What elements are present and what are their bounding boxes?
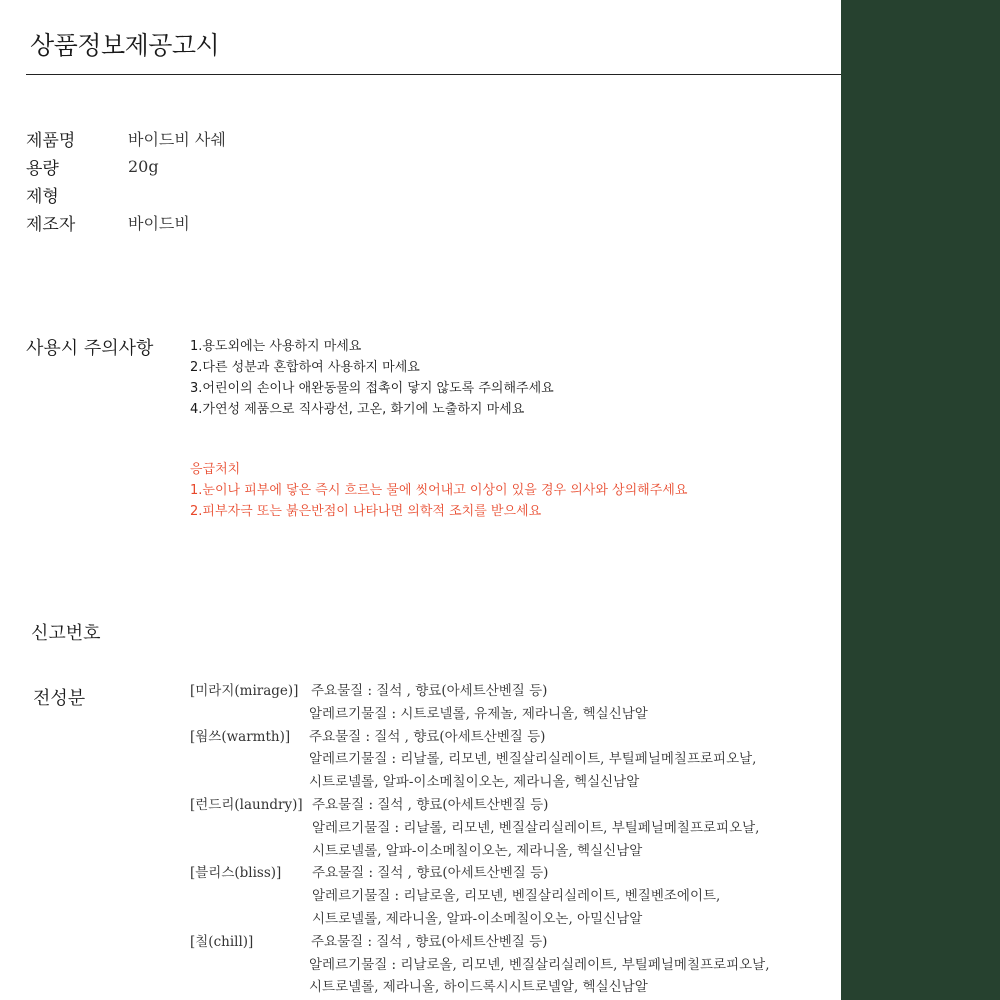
ingredient-main: 주요물질 : 질석 , 향료(아세트산벤질 등) bbox=[311, 933, 548, 950]
caution-item: 3.어린이의 손이나 애완동물의 접촉이 닿지 않도록 주의해주세요 bbox=[190, 381, 554, 396]
ingredient-name: [블리스(bliss)] bbox=[190, 865, 282, 882]
ingredient-allergen: 알레르기물질 : 리날롤, 리모넨, 벤질살리실레이트, 부틸페닐메칠프로피오날, bbox=[309, 751, 757, 768]
info-value: 20g bbox=[128, 156, 159, 176]
info-value: 바이드비 사쉐 bbox=[128, 129, 226, 149]
ingredient-main: 주요물질 : 질석 , 향료(아세트산벤질 등) bbox=[312, 865, 549, 882]
emergency-item: 1.눈이나 피부에 닿은 즉시 흐르는 물에 씻어내고 이상이 있을 경우 의사와 상의해주세요 bbox=[190, 483, 688, 498]
side-panel bbox=[841, 0, 1000, 1000]
info-row-manufacturer bbox=[26, 208, 226, 236]
ingredient-allergen: 시트로넬롤, 알파-이소메칠이오논, 제라니올, 헥실신남알 bbox=[312, 842, 643, 859]
ingredient-allergen: 알레르기물질 : 시트로넬롤, 유제놀, 제라니올, 헥실신남알 bbox=[309, 705, 648, 722]
title-divider bbox=[26, 74, 841, 75]
info-row-capacity bbox=[26, 152, 226, 180]
info-label: 제조자 bbox=[26, 214, 76, 235]
caution-item: 2.다른 성분과 혼합하여 사용하지 마세요 bbox=[190, 360, 420, 375]
ingredient-main: 주요물질 : 질석 , 향료(아세트산벤질 등) bbox=[312, 796, 549, 813]
info-label: 제형 bbox=[26, 186, 59, 207]
info-row-name bbox=[26, 124, 226, 152]
ingredient-allergen: 알레르기물질 : 리날로올, 리모넨, 벤질살리실레이트, 벤질벤조에이트, bbox=[312, 888, 721, 905]
page-title: 상품정보제공고시 bbox=[30, 31, 220, 60]
ingredient-allergen: 알레르기물질 : 리날롤, 리모넨, 벤질살리실레이트, 부틸페닐메칠프로피오날, bbox=[312, 819, 760, 836]
caution-list bbox=[190, 336, 554, 420]
ingredient-name: [미라지(mirage)] bbox=[190, 683, 299, 699]
report-number-label: 신고번호 bbox=[31, 623, 101, 644]
ingredient-main: 주요물질 : 질석 , 향료(아세트산벤질 등) bbox=[309, 728, 546, 745]
ingredient-allergen: 시트로넬롤, 제라니올, 하이드록시시트로넬알, 헥실신남알 bbox=[309, 979, 648, 996]
info-value: 바이드비 bbox=[128, 213, 190, 233]
product-info bbox=[26, 124, 226, 236]
caution-item: 4.가연성 제품으로 직사광선, 고온, 화기에 노출하지 마세요 bbox=[190, 402, 525, 417]
caution-label: 사용시 주의사항 bbox=[26, 338, 154, 359]
emergency-item: 2.피부자극 또는 붉은반점이 나타나면 의학적 조치를 받으세요 bbox=[190, 504, 542, 519]
emergency-section bbox=[190, 459, 687, 522]
ingredient-allergen: 알레르기물질 : 리날로올, 리모넨, 벤질살리실레이트, 부틸페닐메칠프로피오날, bbox=[309, 956, 770, 973]
ingredient-allergen: 시트로넬롤, 제라니올, 알파-이소메칠이오논, 아밀신남알 bbox=[312, 910, 643, 927]
ingredients-label: 전성분 bbox=[33, 688, 86, 709]
caution-item: 1.용도외에는 사용하지 마세요 bbox=[190, 339, 362, 354]
ingredient-main: 주요물질 : 질석 , 향료(아세트산벤질 등) bbox=[311, 683, 548, 699]
info-row-form bbox=[26, 180, 226, 208]
ingredient-name: [런드리(laundry)] bbox=[190, 796, 303, 813]
info-label: 제품명 bbox=[26, 130, 76, 151]
info-label: 용량 bbox=[26, 158, 59, 179]
ingredient-name: [웜쓰(warmth)] bbox=[190, 728, 291, 745]
ingredient-name: [칠(chill)] bbox=[190, 933, 254, 950]
emergency-title: 응급처치 bbox=[190, 462, 241, 477]
ingredient-allergen: 시트로넬롤, 알파-이소메칠이오논, 제라니올, 헥실신남알 bbox=[309, 774, 640, 791]
